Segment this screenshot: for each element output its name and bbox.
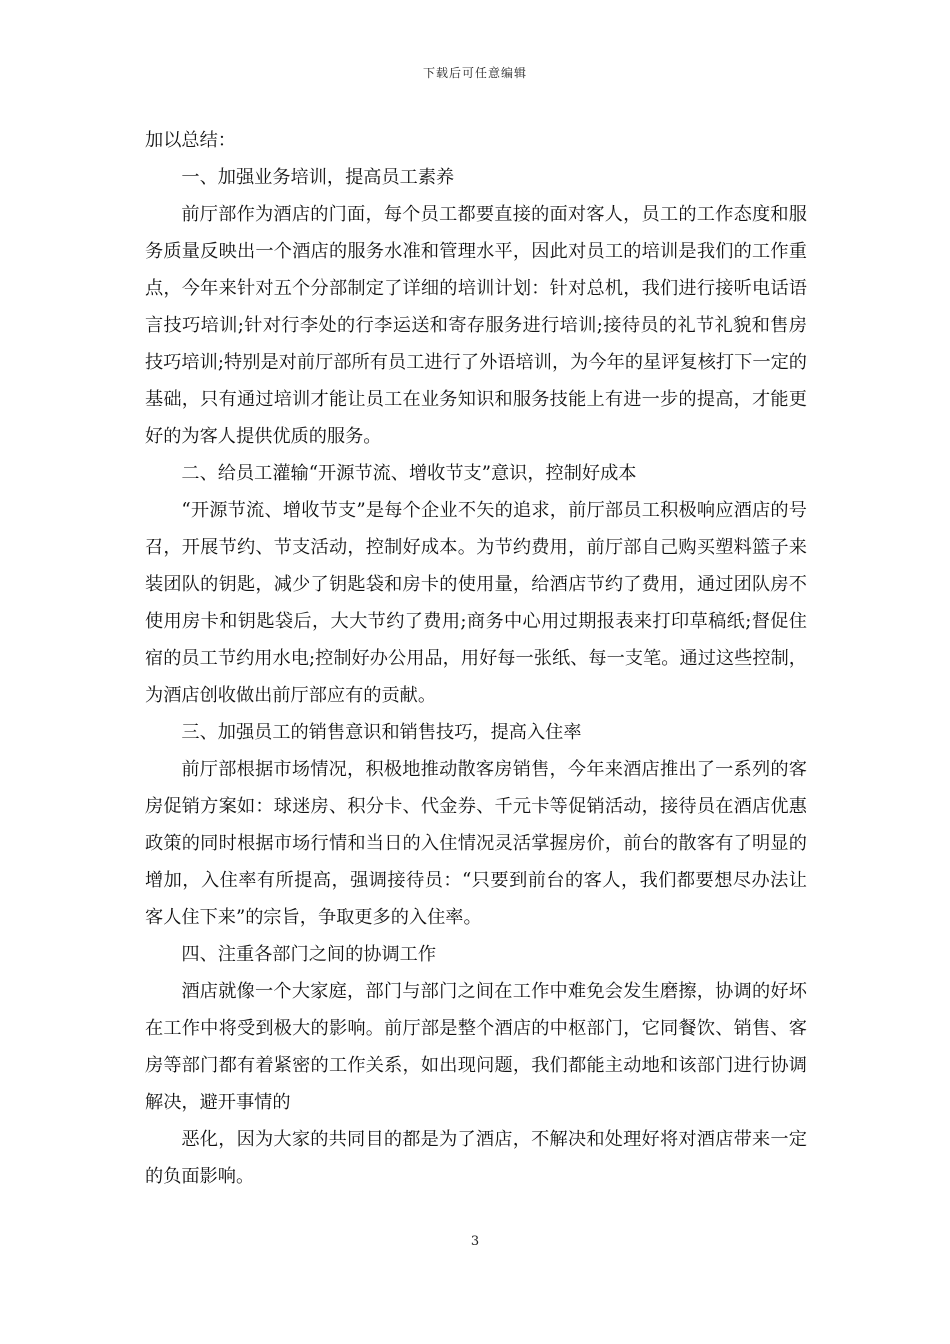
paragraph-cost-control: “开源节流、增收节支”是每个企业不矢的追求，前厅部员工积极响应酒店的号召，开展节约、节支活动，控制好成本。为节约费用，前厅部自己购买塑料篮子来装团队的钥匙，减少了钥匙袋和房卡的使用量，给酒店节约了费用，通过团队房不使用房卡和钥匙袋后，大大节约了费用;商务中心用过期报表来打印草稿纸;督促住宿的员工节约用水电;控制好办公用品，用好每一张纸、每一支笔。通过这些控制，为酒店创收做出前厅部应有的贡献。	[145, 500, 807, 706]
section-heading-4: 四、注重各部门之间的协调工作	[181, 944, 437, 965]
paragraph-intro: 加以总结：	[145, 130, 236, 151]
section-heading-3: 三、加强员工的销售意识和销售技巧，提高入住率	[181, 722, 582, 743]
document-body	[145, 122, 807, 1195]
paragraph-training: 前厅部作为酒店的门面，每个员工都要直接的面对客人，员工的工作态度和服务质量反映出一个酒店的服务水准和管理水平，因此对员工的培训是我们的工作重点，今年来针对五个分部制定了详细的培训计划：针对总机，我们进行接听电话语言技巧培训;针对行李处的行李运送和寄存服务进行培训;接待员的礼节礼貌和售房技巧培训;特别是对前厅部所有员工进行了外语培训，为今年的星评复核打下一定的基础，只有通过培训才能让员工在业务知识和服务技能上有进一步的提高，才能更好的为客人提供优质的服务。	[145, 204, 807, 447]
paragraph-conclusion: 恶化，因为大家的共同目的都是为了酒店，不解决和处理好将对酒店带来一定的负面影响。	[145, 1129, 807, 1187]
section-heading-2: 二、给员工灌输“开源节流、增收节支”意识，控制好成本	[181, 463, 637, 484]
paragraph-sales: 前厅部根据市场情况，积极地推动散客房销售，今年来酒店推出了一系列的客房促销方案如：球迷房、积分卡、代金券、千元卡等促销活动，接待员在酒店优惠政策的同时根据市场行情和当日的入住情况灵活掌握房价，前台的散客有了明显的增加，入住率有所提高，强调接待员：“只要到前台的客人，我们都要想尽办法让客人住下来”的宗旨，争取更多的入住率。	[145, 759, 807, 928]
page-header: 下载后可任意编辑	[422, 66, 527, 80]
page-number: 3	[470, 1234, 480, 1249]
section-heading-1: 一、加强业务培训，提高员工素养	[181, 167, 455, 188]
paragraph-coordination: 酒店就像一个大家庭，部门与部门之间在工作中难免会发生磨擦，协调的好坏在工作中将受到极大的影响。前厅部是整个酒店的中枢部门，它同餐饮、销售、客房等部门都有着紧密的工作关系，如出现问题，我们都能主动地和该部门进行协调解决，避开事情的	[145, 981, 807, 1113]
